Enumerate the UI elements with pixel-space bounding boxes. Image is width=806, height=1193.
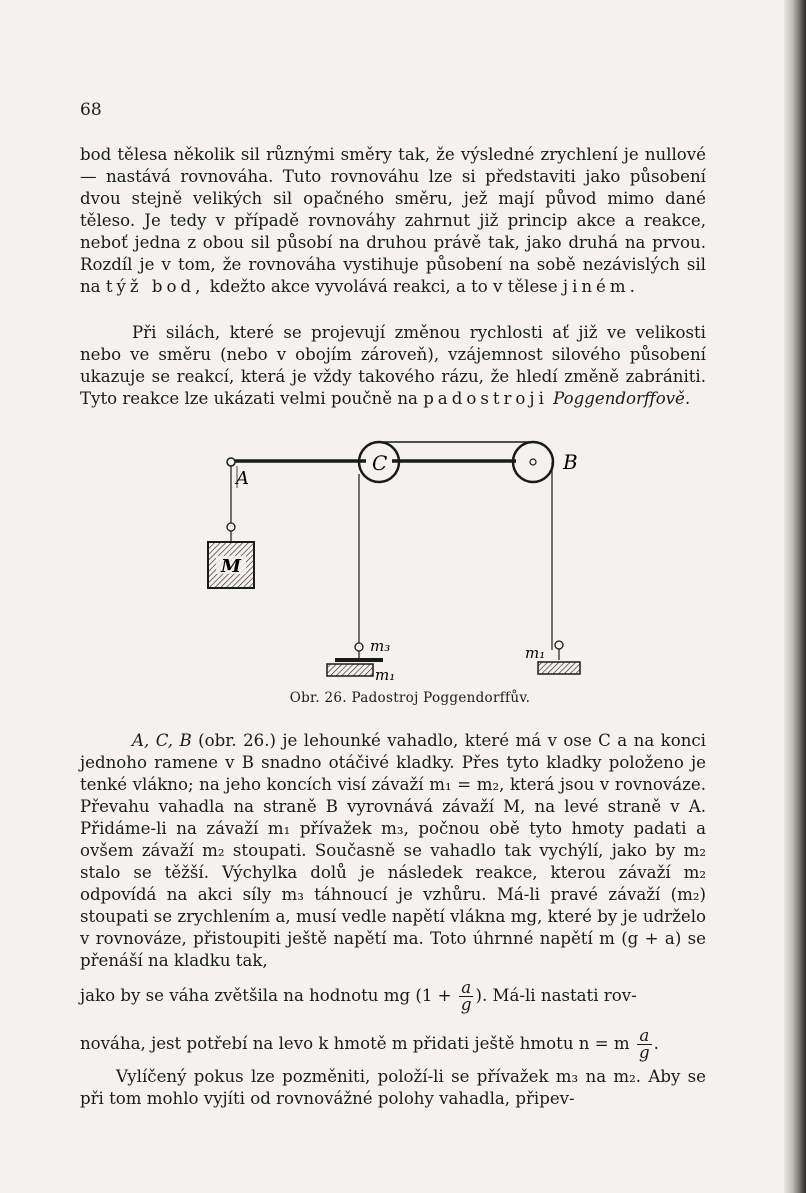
paragraph-3-symbols: A, C, B [132,731,192,750]
formula-line-2: nováha, jest potřebí na levo k hmotě m přidati ještě hmotu n = m $\frac{a}{g}$ . [80,1026,659,1062]
formula-line-2-text: nováha, jest potřebí na levo k hmotě m přidati ještě hmotu n = m [80,1034,630,1053]
paragraph-2-text: Při silách, které se projevují změnou rychlosti ať již ve velikosti nebo ve směru (nebo v obojím zároveň), vzájemnost silového působení ukazuje se reakcí, která je vždy takového rázu, že hledí změně zabrániti. Tyto reakce lze ukázati velmi poučně na [80,323,706,408]
fraction-a-over-g-2 [637,1028,652,1061]
figure-poggendorff-apparatus [200,438,620,688]
formula-line-1-text-b: ). Má-li nastati rov- [475,986,637,1005]
paragraph-1 [80,144,706,298]
fraction-denominator: g [460,995,472,1014]
label-B: B [563,450,578,474]
mass-m3-plate [335,658,383,662]
formula-line-1 [80,980,706,1013]
paragraph-1-text-a: bod tělesa několik sil různými směry tak, že výsledné zrychlení je nullové — nastává rovnováha. Tuto rovnováhu lze si představiti jako působení dvou stejně velikých sil opačného směru, jež mají původ mimo dané těleso. Je tedy v případě rovnováhy zahrnut již princip akce a reakce, neboť jedna z obou sil působí na druhou právě tak, jako druhá na prvou. Rozdíl je v tom, že rovnováha vystihuje působení na sobě nezávislých sil na [80,145,706,296]
label-A: A [236,468,249,489]
hook-ring-m [227,523,235,531]
label-m3: m₃ [370,637,391,655]
figure-caption: Obr. 26. Padostroj Poggendorffův. [289,690,531,706]
paragraph-1-spaced-2: jiném. [562,277,639,296]
beam-end-a [227,458,235,466]
paragraph-2-italic: Poggendorffově. [553,389,691,408]
pulley-b-axle [530,459,536,465]
fraction-numerator-2: a [637,1028,652,1045]
label-M: M [221,556,241,577]
mass-m1-right-block [538,662,580,674]
page-edge-shadow [784,0,806,1193]
formula-line-1-text-a: jako by se váha zvětšila na hodnotu mg (1 + [80,986,452,1005]
hook-ring-m3 [355,643,363,651]
fraction-a-over-g-1 [459,980,474,1013]
pulley-b [513,442,553,482]
paragraph-1-text-b: kdežto akce vyvolává reakci, a to v tělese [204,277,563,296]
paragraph-1-spaced-1: týž bod, [105,277,205,296]
page-number: 68 [80,100,102,120]
label-m1-left: m₁ [375,666,396,684]
paragraph-4: Vylíčený pokus lze pozměniti, položí-li se přívažek m₃ na m₂. Aby se při tom mohlo vyjíti od rovnovážné polohy vahadla, připev- [80,1067,706,1108]
mass-m1-left-block [327,664,373,676]
paragraph-2 [80,322,706,410]
paragraph-3 [80,730,706,972]
fraction-denominator-2: g [638,1043,650,1062]
hook-ring-m1-right [555,641,563,649]
paragraph-2-spaced: padostroji [423,389,548,408]
label-C: C [372,451,388,475]
label-m1-right: m₁ [525,644,546,662]
fraction-numerator: a [459,980,474,997]
paragraph-3-text: (obr. 26.) je lehounké vahadlo, které má v ose C a na konci jednoho ramene v B snadno otáčivé kladky. Přes tyto kladky položeno je tenké vlákno; na jeho koncích visí závaží m₁ = m₂, která jsou v rovnováze. Převahu vahadla na straně B vyrovnává závaží M, na levé straně v A. Přidáme-li na závaží m₁ přívažek m₃, počnou obě tyto hmoty padati a ovšem závaží m₂ stoupati. Současně se vahadlo tak vychýlí, jako by m₂ stalo se těžší. Výchylka dolů je následek reakce, kterou závaží m₂ odpovídá na akci síly m₃ táhnoucí je vzhůru. Má-li pravé závaží (m₂) stoupati se zrychlením a, musí vedle napětí vlákna mg, které by je udrželo v rovnováze, přistoupiti ještě napětí ma. Toto úhrnné napětí m (g + a) se přenáší na kladku tak, [80,731,706,970]
